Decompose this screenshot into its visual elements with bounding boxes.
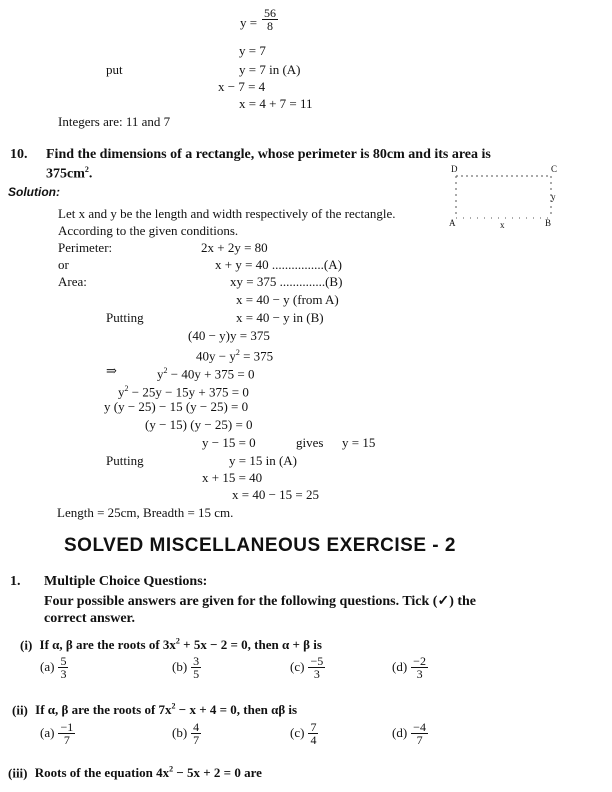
mcq-option[interactable] <box>40 655 68 680</box>
question-text: Find the dimensions of a rectangle, whose perimeter is 80cm and its area is <box>46 147 491 162</box>
superscript: 2 <box>171 702 176 711</box>
q1-title: Multiple Choice Questions: <box>44 574 208 589</box>
equation-line: x = 4 + 7 = 11 <box>239 96 313 111</box>
put-label: put <box>106 62 123 77</box>
vertex-c: C <box>551 164 558 174</box>
q1-instructions: correct answer. <box>44 611 135 626</box>
option-denominator: 7 <box>411 733 428 746</box>
superscript: 2 <box>163 366 168 375</box>
question-number: 10. <box>10 147 28 162</box>
final-answer: Length = 25cm, Breadth = 15 cm. <box>57 505 234 520</box>
equation-step: y − 15 = 0 <box>202 435 256 450</box>
mcq-question <box>8 765 262 781</box>
option-label: (b) <box>172 725 188 741</box>
option-numerator: 5 <box>60 654 67 668</box>
vertex-b: B <box>545 218 552 228</box>
mcq-question <box>20 637 322 653</box>
equation-step: (40 − y)y = 375 <box>188 328 270 343</box>
equation-step <box>157 363 255 381</box>
area-value: 375cm <box>46 166 85 182</box>
fraction-denominator: 8 <box>262 19 278 32</box>
x-from-a: x = 40 − y (from A) <box>236 292 339 307</box>
y-in-a: y = 15 in (A) <box>229 453 297 468</box>
superscript: 2 <box>124 384 129 393</box>
option-denominator: 7 <box>58 733 75 746</box>
option-numerator: −1 <box>60 720 74 734</box>
equation-b: xy = 375 ..............(B) <box>230 274 343 289</box>
mcq-question <box>12 702 297 718</box>
solution-label: Solution: <box>8 185 60 199</box>
vertex-a: A <box>449 218 456 228</box>
implies-arrow: ⇒ <box>106 363 117 378</box>
question-text-area <box>46 165 92 183</box>
period: . <box>88 166 93 182</box>
vertex-d: D <box>451 164 458 174</box>
equation-step: x = 40 − 15 = 25 <box>232 487 319 502</box>
x-in-b: x = 40 − y in (B) <box>236 310 324 325</box>
mcq-option[interactable] <box>172 721 201 746</box>
intro-line: Let x and y be the length and width respectively of the rectangle. <box>58 206 396 221</box>
equation-step <box>118 381 249 399</box>
equation-step: y (y − 25) − 15 (y − 25) = 0 <box>104 399 249 414</box>
option-numerator: 3 <box>193 654 200 668</box>
option-numerator: 7 <box>310 720 317 734</box>
mcq-label: (i) <box>20 637 33 653</box>
or-label: or <box>58 257 69 272</box>
option-label: (a) <box>40 725 55 741</box>
equation-step: x + 15 = 40 <box>202 470 263 485</box>
option-denominator: 3 <box>308 667 325 680</box>
step-part: 40y − y <box>196 348 236 364</box>
option-numerator: −5 <box>310 654 324 668</box>
y-equals-label: y = <box>240 15 258 30</box>
step-part: y <box>118 384 125 400</box>
option-label: (c) <box>290 725 305 741</box>
area-label: Area: <box>58 274 87 289</box>
mcq-option[interactable] <box>290 721 318 746</box>
option-label: (d) <box>392 659 408 675</box>
q1-instructions: Four possible answers are given for the following questions. Tick (✓) the <box>44 594 477 609</box>
fraction-56-8 <box>262 7 278 32</box>
mcq-text: If α, β are the roots of $3x^2 + 5x - 2 = 0$, then α + β is <box>39 637 322 653</box>
option-label: (c) <box>290 659 305 675</box>
intro-line: According to the given conditions. <box>58 223 239 238</box>
step-part: = 375 <box>239 348 274 364</box>
option-denominator: 5 <box>193 667 200 681</box>
equation-a: x + y = 40 ................(A) <box>215 257 342 272</box>
gives-label: gives <box>296 435 324 450</box>
fraction-numerator: 56 <box>264 6 276 20</box>
rectangle-figure <box>449 164 558 230</box>
option-denominator: 3 <box>411 667 428 680</box>
mcq-text: If α, β are the roots of $7x^2 - x + 4 = 0$, then αβ is <box>35 702 298 718</box>
option-numerator: 4 <box>193 720 200 734</box>
mcq-text: Roots of the equation $4x^2 - 5x + 2 = 0$ are <box>34 765 262 781</box>
option-numerator: −2 <box>413 654 426 668</box>
mcq-option[interactable] <box>40 721 75 746</box>
side-y: y <box>551 192 556 202</box>
mcq-label: (iii) <box>8 765 28 781</box>
equation-step: (y − 15) (y − 25) = 0 <box>145 417 253 432</box>
mcq-option[interactable] <box>290 655 325 680</box>
putting-label: Putting <box>106 310 144 325</box>
step-part: − 25y − 15y + 375 = 0 <box>128 384 249 400</box>
option-numerator: −4 <box>413 720 426 734</box>
equation-line: y = 7 <box>239 43 266 58</box>
side-x: x <box>500 220 505 230</box>
option-denominator: 4 <box>310 733 317 747</box>
exercise-heading: SOLVED MISCELLANEOUS EXERCISE - 2 <box>64 535 456 556</box>
perimeter-equation: 2x + 2y = 80 <box>201 240 268 255</box>
option-denominator: 7 <box>193 733 200 747</box>
option-label: (a) <box>40 659 55 675</box>
step-part: − 40y + 375 = 0 <box>167 366 255 382</box>
y-result: y = 15 <box>342 435 376 450</box>
superscript: 2 <box>235 348 240 357</box>
integers-result: Integers are: 11 and 7 <box>58 114 171 129</box>
q1-number: 1. <box>10 574 21 589</box>
equation-line: x − 7 = 4 <box>218 79 266 94</box>
putting-label: Putting <box>106 453 144 468</box>
step-part: y <box>157 366 164 382</box>
mcq-option[interactable] <box>392 655 428 680</box>
mcq-option[interactable] <box>392 721 428 746</box>
option-label: (d) <box>392 725 408 741</box>
mcq-label: (ii) <box>12 702 28 718</box>
mcq-option[interactable] <box>172 655 201 680</box>
superscript: 2 <box>84 165 89 174</box>
equation-step <box>196 345 273 363</box>
perimeter-label: Perimeter: <box>58 240 113 255</box>
option-label: (b) <box>172 659 188 675</box>
superscript: 2 <box>175 637 180 646</box>
option-denominator: 3 <box>60 667 67 681</box>
equation-line: y = 7 in (A) <box>239 62 301 77</box>
superscript: 2 <box>169 765 174 774</box>
rectangle-diagram <box>455 172 555 222</box>
